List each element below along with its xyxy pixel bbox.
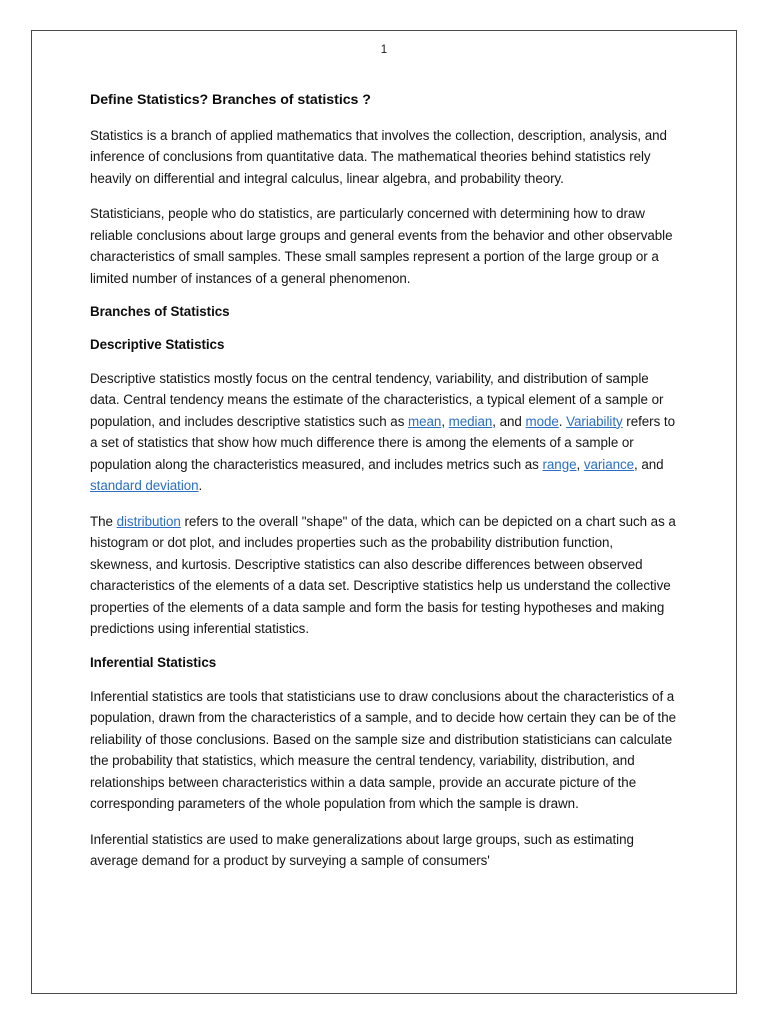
- page-number: 1: [380, 44, 388, 56]
- text-segment: refers to the overall "shape" of the data, which can be depicted on a chart such as a histogram or dot plot, and includes properties such as the probability distribution function, skewness, and kurtosis. Descriptive statistics can also describe differences between observed characteristics of the elements of a data set. Descriptive statistics help us understand the collective properties of the elements of a data sample and form the basis for testing hypotheses and making predictions using inferential statistics.: [90, 513, 676, 637]
- text-segment: The: [90, 513, 117, 529]
- text-segment: Descriptive statistics mostly focus on the central tendency, variability, and distribution of sample data. Central tendency means the estimate of the characteristics, a typical element of a sample or population, and includes descriptive statistics such as: [90, 370, 664, 429]
- text-segment: , and: [492, 413, 526, 429]
- heading-branches-of-statistics: Branches of Statistics: [90, 304, 230, 320]
- link-standard-deviation[interactable]: standard deviation: [90, 478, 199, 494]
- text-segment: , and: [634, 456, 664, 472]
- link-variance[interactable]: variance: [583, 456, 635, 472]
- link-median[interactable]: median: [448, 413, 493, 429]
- link-range[interactable]: range: [542, 456, 577, 472]
- text-segment: ,: [441, 413, 449, 429]
- text-segment: .: [198, 478, 203, 494]
- link-variability[interactable]: Variability: [566, 413, 623, 429]
- document-page: [31, 30, 737, 994]
- heading-descriptive-statistics: Descriptive Statistics: [90, 336, 225, 352]
- paragraph-descriptive-statistics: [90, 368, 678, 497]
- paragraph-intro: Statistics is a branch of applied mathematics that involves the collection, description, analysis, and inference of conclusions from quantitative data. The mathematical theories behind statistics rely heavily on differential and integral calculus, linear algebra, and probability theory.: [90, 127, 667, 186]
- link-mean[interactable]: mean: [408, 413, 442, 429]
- page-title: Define Statistics? Branches of statistics ?: [90, 91, 371, 108]
- text-segment: .: [558, 413, 567, 429]
- link-mode[interactable]: mode: [525, 413, 559, 429]
- paragraph-inferential-two: Inferential statistics are used to make generalizations about large groups, such as estimating average demand for a product by surveying a sample of consumers': [90, 831, 634, 869]
- link-distribution[interactable]: distribution: [116, 513, 181, 529]
- document-content: [32, 91, 736, 872]
- text-segment: ,: [576, 456, 584, 472]
- paragraph-inferential-one: Inferential statistics are tools that statisticians use to draw conclusions about the characteristics of a population, drawn from the characteristics of a sample, and to decide how certain they can be of the reliability of those conclusions. Based on the sample size and distribution statisticians can calculate the probability that statistics, which measure the central tendency, variability, distribution, and relationships between characteristics within a data sample, provide an accurate picture of the corresponding parameters of the whole population from which the sample is drawn.: [90, 688, 677, 812]
- paragraph-statisticians: Statisticians, people who do statistics, are particularly concerned with determining how to draw reliable conclusions about large groups and general events from the behavior and other observable characteristics of small samples. These small samples represent a portion of the large group or a limited number of instances of a general phenomenon.: [90, 206, 673, 286]
- text-segment: refers to a set of statistics that show how much difference there is among the elements of a sample or population along the characteristics measured, and includes metrics such as: [90, 413, 675, 472]
- heading-inferential-statistics: Inferential Statistics: [90, 654, 217, 670]
- paragraph-distribution: [90, 511, 678, 640]
